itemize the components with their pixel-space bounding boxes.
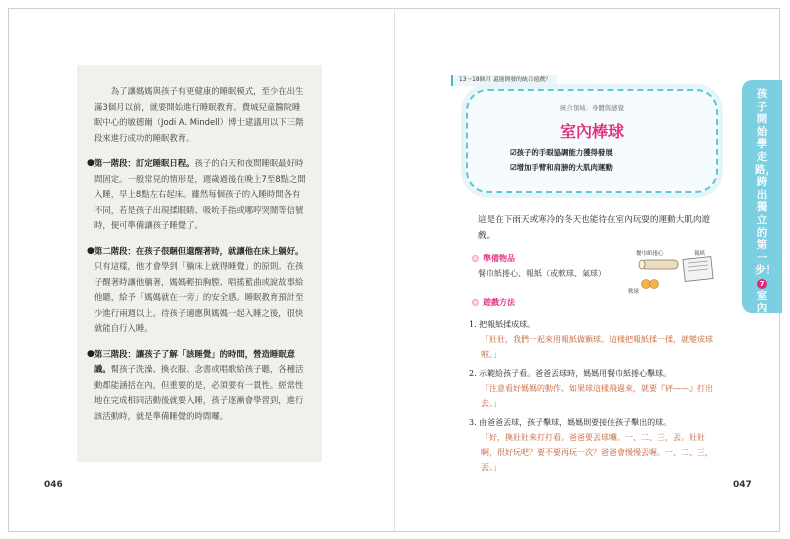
step-quote: 「好，換壯壯來打打看。爸爸要丟球囉。一、二、三，丟。壯壯啊，很好玩吧？要不要再玩一次？爸爸會慢慢丟喔。一、二、三，丟。」 [481,433,713,472]
card-benefit: ☑增加手臂和肩膀的大肌肉運動 [510,163,613,172]
materials-heading: 準備物品 [472,253,515,264]
stage-heading: 第一階段：訂定睡眠日程。 [94,158,195,168]
page-number-left: 046 [44,480,63,490]
side-tab-text: 孩子開始學走路，跨出獨立的第一步！7室內棒球 [755,88,776,340]
activity-card [466,89,718,193]
stage-body: 孩子的白天和夜間睡眠最好時間固定。一般常見的情形是，週歲過後在晚上7至8點之間入睡，早上8點左右起床。雖然每個孩子的入睡時間各有不同，若是孩子出現揉眼睛、吸吮手指或哪哼哭鬧等信號時，便可準備讓孩子睡覺了。 [94,158,306,230]
sleep-education-box [77,65,322,462]
illus-label-roll: 餐巾紙捲心 [636,251,664,257]
chapter-side-tab [742,80,782,340]
bullet-dot: ● [87,158,95,168]
card-benefit: ☑孩子的手眼協調能力獲得發展 [510,148,613,157]
bullet-dot: ● [87,348,95,359]
paper-roll-icon [642,260,678,269]
method-heading: 遊戲方法 [472,297,515,308]
intro-paragraph: 為了讓媽媽與孩子有更健康的睡眠模式，至少在出生滿3個月以前，就要開始進行睡眠教育。費城兒童醫院睡眠中心的敏德爾（Jodi A. Mindell）博士建議用以下三階段來進行成功的睡眠教育。 [94,86,304,143]
chapter-number-badge: 7 [757,279,767,289]
card-title: 室內棒球 [559,122,624,141]
section-bullet-icon [472,255,479,262]
illus-label-paper: 報紙 [694,251,706,257]
stage-item [87,156,308,234]
step-main: 3. 由爸爸丟球，孩子擊球，媽媽則要接住孩子擊出的球。 [469,418,672,427]
stage-heading: 第三階段：讓孩子了解「該睡覺」的時間，營造睡眠意識。 [94,348,295,374]
step-quote: 「壯壯，我們一起來用報紙做顆球。這樣把報紙揉一揉，就變成球啦。」 [481,335,713,359]
step-main: 2. 示範給孩子看。爸爸丟球時，媽媽用餐巾紙捲心擊球。 [469,369,672,378]
soft-ball-icon [642,280,651,289]
card-subtitle: 統合領域：身體與感覺 [560,104,624,112]
materials-text: 餐巾紙捲心、報紙（或軟球、氣球） [478,269,606,278]
stage-body: 只有這樣，他才會學到「躺床上就得睡覺」的原則。在孩子醒著時讓他躺著，媽媽輕拍胸膛、唱搖籃曲或說故事給他聽，給予「媽媽就在一旁」的安全感。睡眠教育預計至少進行兩週以上。待孩子適應與媽媽一起入睡之後，很快就能自行入睡。 [94,261,304,333]
stage-heading: 第二階段：在孩子很睏但還醒著時，就讓他在床上躺好。 [94,245,304,256]
step-item [469,366,719,411]
step-main: 1. 把報紙揉成球。 [469,320,536,329]
stage-item [87,244,308,337]
lead-paragraph: 這是在下雨天或寒冷的冬天也能待在室內玩耍的運動大肌肉遊戲。 [478,215,711,241]
book-spine [394,8,395,532]
section-bullet-icon [472,299,479,306]
stage-body: 幫孩子洗澡、換衣服、念書或唱歌給孩子聽，各種活動都能涵括在內，但重要的是，必須要有一貫性。經常性地在完成相同活動後就要入睡，孩子逐漸會學習到，進行該活動時，就是準備睡覺的時間囉。 [94,364,304,421]
illus-label-ball: 軟球 [628,289,640,295]
age-tag: 13～18個月 還能開發的統合遊戲？ [451,75,557,86]
page-number-right: 047 [733,480,752,490]
stage-item [87,347,308,425]
step-item [469,415,719,475]
newspaper-icon [683,257,713,282]
step-item [469,317,719,362]
bullet-dot: ● [87,245,95,256]
step-quote: 「注意看好媽媽的動作。如果球這樣飛過來，就要『砰——』打出去。」 [481,384,713,408]
